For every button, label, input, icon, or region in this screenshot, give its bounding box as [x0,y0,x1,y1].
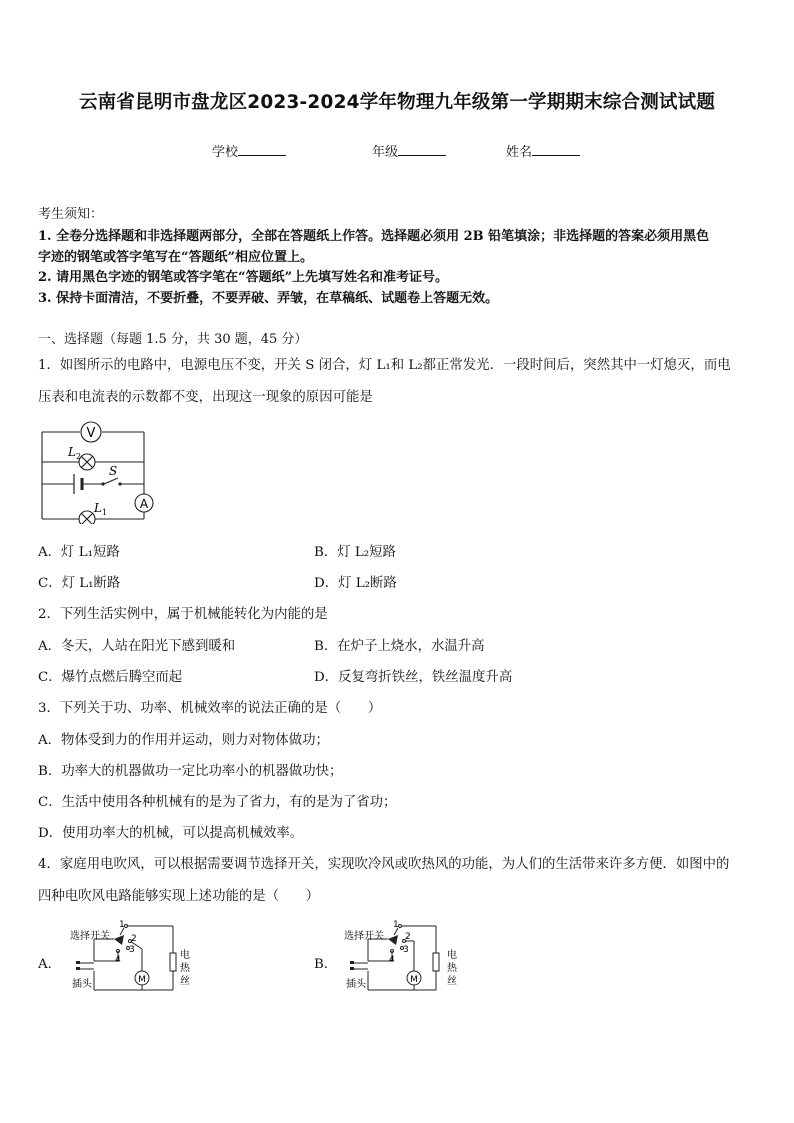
q4-stem-line-1: 4．家庭用电吹风，可以根据需要调节选择开关，实现吹冷风或吹热风的功能，为人们的生活带来许多方便．如图中的 [38,857,730,872]
q4a-heater-char-1: 电 [180,950,190,961]
l2-label-sub: 2 [76,452,82,461]
q4b-heater-char-2: 热 [447,963,457,974]
name-blank[interactable] [532,143,580,156]
q4a-terminal-3: 3 [129,945,135,955]
q2-option-d[interactable]: D．反复弯折铁丝，铁丝温度升高 [314,670,513,685]
q4b-heater-char-3: 丝 [447,976,457,987]
switch-label: S [109,464,118,478]
q4a-heater-char-2: 热 [180,963,190,974]
l2-label: L [68,445,76,459]
q2-option-a[interactable]: A．冬天，人站在阳光下感到暖和 [38,639,236,654]
ammeter-label: A [139,497,149,511]
notice-item-2: 2. 请用黑色字迹的钢笔或答字笔在“答题纸”上先填写姓名和准考证号。 [38,270,449,285]
section-1-heading: 一、选择题（每题 1.5 分，共 30 题，45 分） [38,332,308,347]
notice-item-1-line-1: 1. 全卷分选择题和非选择题两部分，全部在答题纸上作答。选择题必须用 2B 铅笔填涂；非选择题的答案必须用黑色 [38,229,710,244]
q2-stem: 2．下列生活实例中，属于机械能转化为内能的是 [38,607,328,622]
q4b-terminal-1: 1 [393,920,399,930]
q4b-heater-char-1: 电 [447,950,457,961]
q4a-terminal-4: 4 [115,955,121,965]
notice-item-1-line-2: 字迹的钢笔或答字笔写在“答题纸”相应位置上。 [38,250,313,265]
q3-option-c[interactable]: C．生活中使用各种机械有的是为了省力，有的是为了省功； [38,795,397,810]
q1-option-b[interactable]: B．灯 L₂短路 [314,545,396,560]
l1-label: L [94,501,102,515]
q4-option-a[interactable]: A． [38,957,62,972]
q4a-heater-char-3: 丝 [180,976,190,987]
q4a-terminal-1: 1 [119,920,125,930]
q1-stem-line-2: 压表和电流表的示数都不变，出现这一现象的原因可能是 [38,390,373,405]
q4b-plug-label: 插头 [346,979,366,990]
q1-stem-line-1: 1．如图所示的电路中，电源电压不变，开关 S 闭合，灯 L₁和 L₂都正常发光．一段时间后，突然其中一灯熄灭，而电 [38,358,731,373]
q4b-terminal-4: 4 [389,955,395,965]
q1-option-c[interactable]: C．灯 L₁断路 [38,576,121,591]
l1-label-sub: 1 [102,508,108,517]
grade-blank[interactable] [398,143,446,156]
q4-figure-b [344,915,474,997]
q4a-terminal-2: 2 [131,934,137,944]
q3-option-d[interactable]: D．使用功率大的机械，可以提高机械效率。 [38,826,304,841]
q4b-terminal-2: 2 [405,932,411,942]
q2-option-b[interactable]: B．在炉子上烧水，水温升高 [314,639,485,654]
q4a-switch-label: 选择开关 [70,931,110,942]
notice-heading: 考生须知： [38,207,104,222]
q2-option-c[interactable]: C．爆竹点燃后腾空而起 [38,670,183,685]
q3-option-a[interactable]: A．物体受到力的作用并运动，则力对物体做功； [38,733,329,748]
q1-option-d[interactable]: D．灯 L₂断路 [314,576,397,591]
page-title: 云南省昆明市盘龙区2023-2024学年物理九年级第一学期期末综合测试试题 [78,92,716,113]
school-label: 学校 [212,145,239,160]
q1-option-a[interactable]: A．灯 L₁短路 [38,545,120,560]
q3-stem: 3．下列关于功、功率、机械效率的说法正确的是（ ） [38,701,382,716]
q4-stem-line-2: 四种电吹风电路能够实现上述功能的是（ ） [38,889,320,904]
grade-label: 年级 [372,145,399,160]
school-blank[interactable] [238,143,286,156]
q4-option-b[interactable]: B． [314,957,338,972]
name-field[interactable] [506,141,580,160]
grade-field[interactable] [372,141,446,160]
q4a-motor-label: M [138,975,146,985]
q4-figure-a [70,915,200,997]
notice-item-3: 3. 保持卡面清洁，不要折叠，不要弄破、弄皱，在草稿纸、试题卷上答题无效。 [38,291,499,306]
voltmeter-label: V [86,426,96,441]
q4b-terminal-3: 3 [403,945,409,955]
q1-circuit-diagram [36,420,160,524]
q4a-plug-label: 插头 [72,979,92,990]
school-field[interactable] [212,141,286,160]
q3-option-b[interactable]: B．功率大的机器做功一定比功率小的机器做功快； [38,764,343,779]
q4b-switch-label: 选择开关 [344,931,384,942]
q4b-motor-label: M [410,975,418,985]
name-label: 姓名 [506,145,533,160]
